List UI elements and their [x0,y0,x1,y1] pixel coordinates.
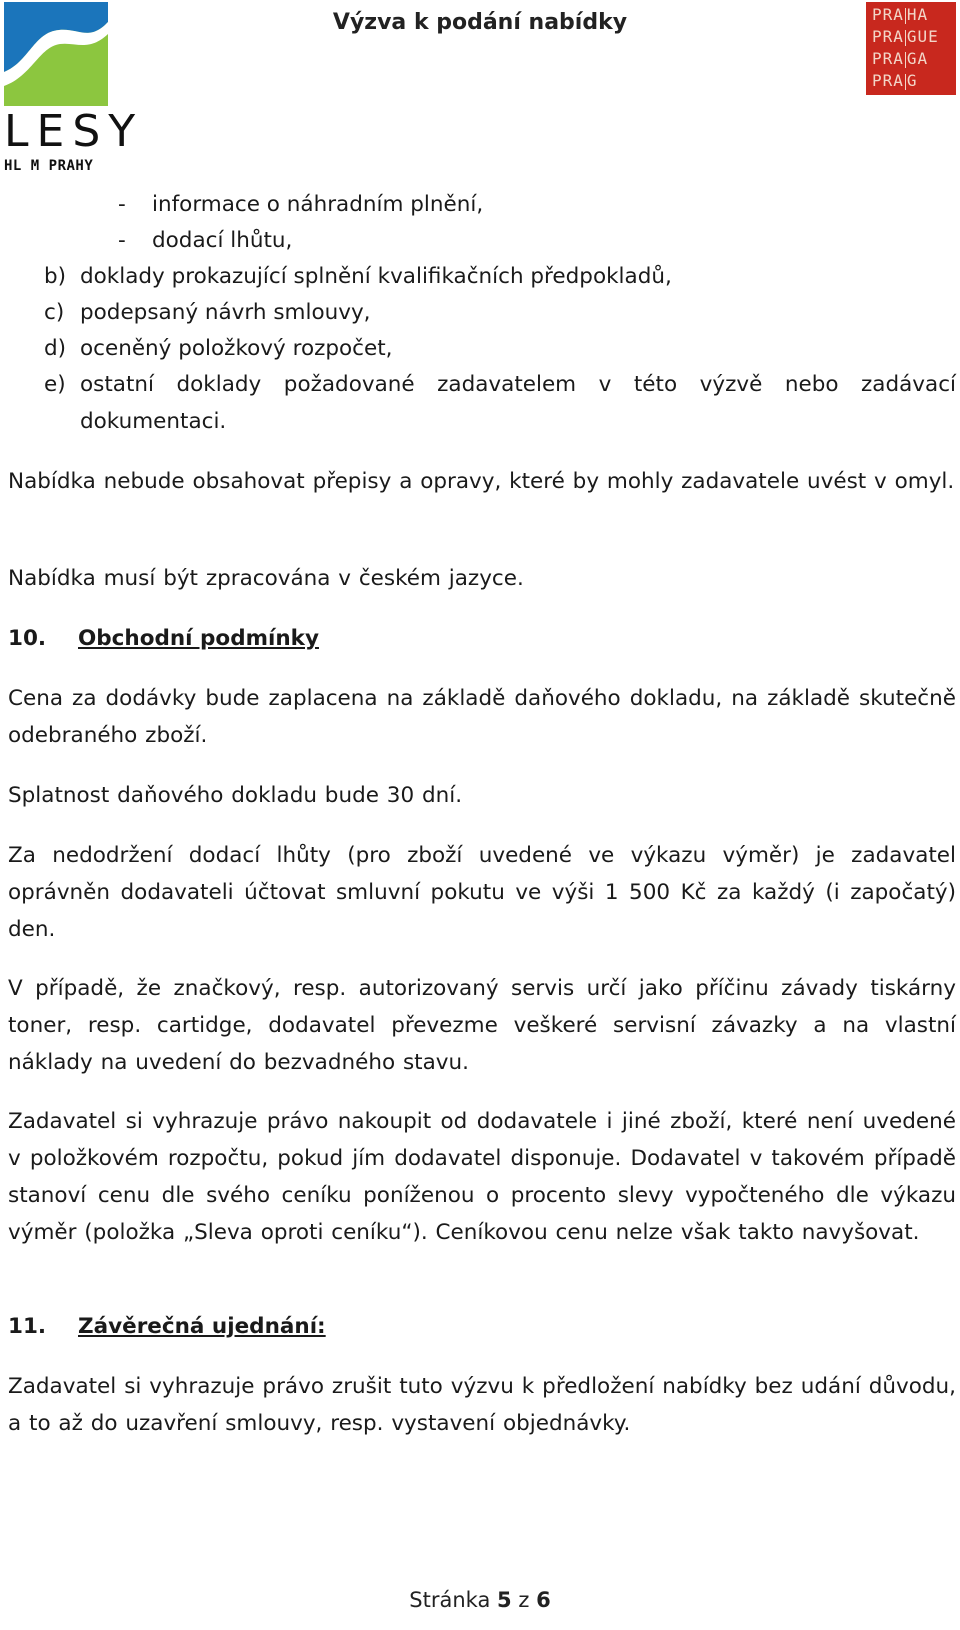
section-title: Závěrečná ujednání: [78,1314,326,1339]
lesy-logo-word: LESY [4,106,144,157]
list-item-text: doklady prokazující splnění kvalifikačních předpokladů, [80,264,672,289]
section-heading [8,1308,326,1345]
paragraph-text: Splatnost daňového dokladu bude 30 dní. [8,783,463,808]
dash-marker: - [118,192,126,217]
total-page-count: 6 [536,1588,551,1612]
list-item [44,294,956,331]
section-title: Obchodní podmínky [78,626,319,651]
list-item-label: c) [44,300,65,325]
lesy-logo-mark [4,2,108,106]
list-item [44,366,956,440]
list-item-text: informace o náhradním plnění, [152,192,484,217]
paragraph-text: Cena za dodávky bude zaplacena na základě daňového dokladu, na základě skutečně odebraného zboží. [8,686,956,748]
list-item [44,330,956,367]
praha-logo-row: PRA G [872,71,918,90]
list-item-text: dodací lhůtu, [152,228,293,253]
praha-logo-row: PRA GUE [872,27,939,46]
list-item-text: podepsaný návrh smlouvy, [80,300,371,325]
footer-prefix: Stránka [409,1588,491,1612]
paragraph-text: Nabídka musí být zpracována v českém jazyce. [8,566,524,591]
section-heading [8,620,319,657]
list-item [44,258,956,295]
paragraph-text: V případě, že značkový, resp. autorizovaný servis určí jako příčinu závady tiskárny toner, resp. cartidge, dodavatel převezme veškeré servisní závazky a na vlastní náklady na uvedení do bezvadného stavu. [8,976,956,1075]
list-item-label: e) [44,372,66,397]
paragraph-text: Zadavatel si vyhrazuje právo zrušit tuto výzvu k předložení nabídky bez udání důvodu, a to až do uzavření smlouvy, resp. vystavení objednávky. [8,1374,956,1436]
list-item-label: b) [44,264,67,289]
list-item-label: d) [44,336,67,361]
document-title: Výzva k podání nabídky [332,10,628,35]
section-number: 11. [8,1314,47,1339]
footer-separator: z [518,1588,530,1612]
page-footer [0,1588,960,1612]
lesy-logo [4,2,144,178]
lesy-logo-subtitle: HL M PRAHY [4,158,94,174]
list-item-text: oceněný položkový rozpočet, [80,336,393,361]
paragraph-text: Za nedodržení dodací lhůty (pro zboží uvedené ve výkazu výměr) je zadavatel oprávněn dodavateli účtovat smluvní pokutu ve výši 1 500 Kč za každý (i započatý) den. [8,843,956,942]
current-page-number: 5 [497,1588,512,1612]
section-number: 10. [8,626,47,651]
list-item [118,186,483,223]
paragraph-text: Zadavatel si vyhrazuje právo nakoupit od dodavatele i jiné zboží, které není uvedené v položkovém rozpočtu, pokud jím dodavatel disponuje. Dodavatel v takovém případě stanoví cenu dle svého ceníku poníženou o procento slevy vypočteného dle výkazu výměr (položka „Sleva oproti ceníku“). Ceníkovou cenu nelze však takto navyšovat. [8,1109,956,1245]
paragraph-text: Nabídka nebude obsahovat přepisy a opravy, které by mohly zadavatele uvést v omyl. [8,469,955,494]
list-item-text: ostatní doklady požadované zadavatelem v této výzvě nebo zadávací dokumentaci. [80,372,956,434]
dash-marker: - [118,228,126,253]
praha-logo-row: PRA HA [872,5,929,24]
list-item [118,222,292,259]
praha-logo-row: PRA GA [872,49,929,68]
praha-logo [866,2,956,95]
